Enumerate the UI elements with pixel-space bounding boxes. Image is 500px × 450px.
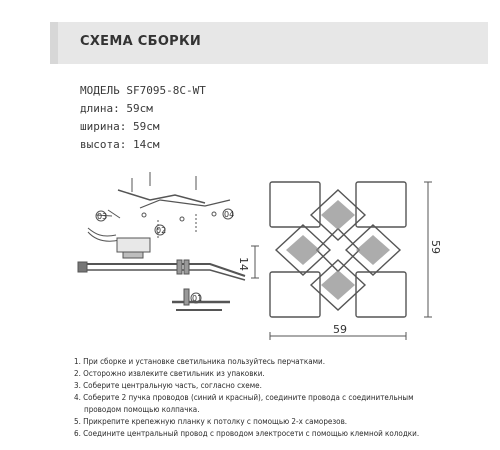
title-bar <box>58 22 488 64</box>
instruction-step: 4. Соберите 2 пучка проводов (синий и красный), соедините провода с соединительным <box>74 393 414 402</box>
height-dim-label: 14 <box>237 257 250 271</box>
part-label-04: 04 <box>224 210 235 219</box>
model-line: МОДЕЛЬ SF7095-8C-WT <box>80 84 206 97</box>
instruction-step: 2. Осторожно извлеките светильник из упаковки. <box>74 369 265 378</box>
length-line: длина: 59см <box>80 102 153 115</box>
instructions-list <box>74 356 494 440</box>
assembly-diagram <box>0 170 500 345</box>
instruction-step: проводом помощью колпачка. <box>84 405 200 414</box>
instruction-step: 6. Соедините центральный провод с проводом электросети с помощью клемной колодки. <box>74 429 420 438</box>
height-dimension <box>251 246 259 278</box>
width-dim-label: 59 <box>333 323 347 336</box>
depth-dim-label: 59 <box>429 240 442 254</box>
part-label-03: 03 <box>97 212 108 221</box>
lamp-profile <box>78 238 245 310</box>
spec-list <box>80 82 206 154</box>
part-label-02: 02 <box>156 226 167 235</box>
part-label-01: 01 <box>192 294 203 303</box>
instruction-step: 1. При сборке и установке светильника пользуйтесь перчатками. <box>74 357 326 366</box>
instruction-step: 5. Прикрепите крепежную планку к потолку с помощью 2-х саморезов. <box>74 417 348 426</box>
height-line: высота: 14см <box>80 138 160 151</box>
instruction-step: 3. Соберите центральную часть, согласно схеме. <box>74 381 262 390</box>
lamp-top-shading <box>286 200 390 300</box>
width-line: ширина: 59см <box>80 120 160 133</box>
page-title: СХЕМА СБОРКИ <box>80 34 202 49</box>
part-labels <box>96 209 234 303</box>
